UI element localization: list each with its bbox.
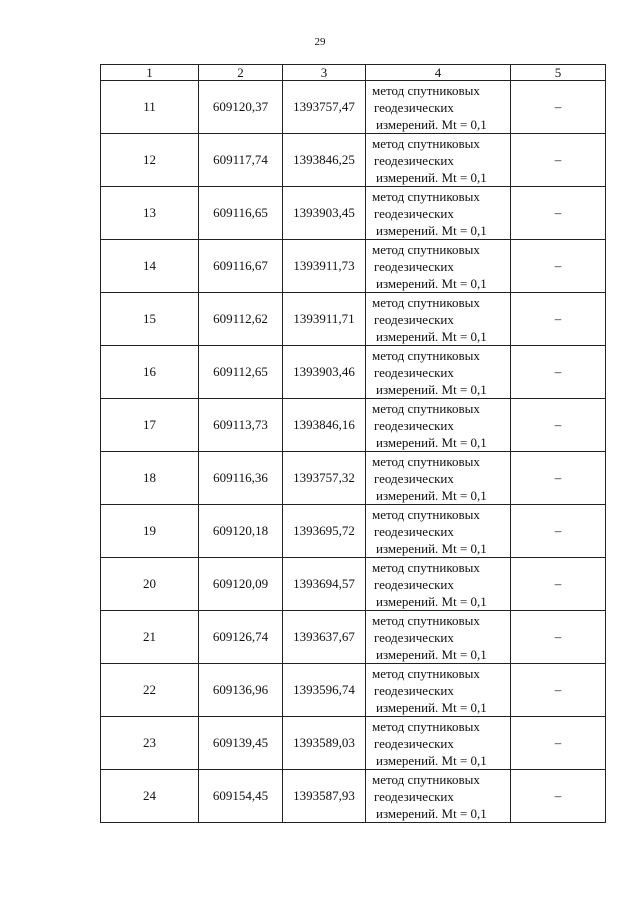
col5-cell: – [511,81,606,134]
method-line: измерений. Mt = 0,1 [376,328,487,344]
method-cell [366,81,511,134]
method-line: геодезических [374,152,454,168]
coord-y-cell: 1393846,25 [283,134,366,187]
header-col-4: 4 [366,65,511,81]
page-number: 29 [314,36,326,48]
method-line: геодезических [374,523,454,539]
method-line: измерений. Mt = 0,1 [376,381,487,397]
col5-cell: – [511,770,606,823]
table-row [101,452,606,505]
table-row [101,505,606,558]
coord-x-cell: 609136,96 [199,664,283,717]
col5-cell: – [511,664,606,717]
col5-cell: – [511,611,606,664]
col5-cell: – [511,240,606,293]
coord-y-cell: 1393757,32 [283,452,366,505]
method-line: геодезических [374,576,454,592]
table-row [101,664,606,717]
point-number-cell: 19 [101,505,199,558]
coord-y-cell: 1393903,46 [283,346,366,399]
table-row [101,346,606,399]
method-cell [366,134,511,187]
method-line: геодезических [374,311,454,327]
coord-x-cell: 609117,74 [199,134,283,187]
method-line: геодезических [374,99,454,115]
point-number-cell: 22 [101,664,199,717]
coord-x-cell: 609112,65 [199,346,283,399]
method-cell [366,505,511,558]
table-row [101,558,606,611]
method-line: геодезических [374,417,454,433]
coord-y-cell: 1393911,71 [283,293,366,346]
point-number-cell: 11 [101,81,199,134]
coord-x-cell: 609154,45 [199,770,283,823]
method-line: метод спутниковых [372,188,480,204]
method-line: измерений. Mt = 0,1 [376,275,487,291]
method-line: геодезических [374,364,454,380]
coord-y-cell: 1393637,67 [283,611,366,664]
method-line: метод спутниковых [372,612,480,628]
method-line: измерений. Mt = 0,1 [376,805,487,821]
point-number-cell: 14 [101,240,199,293]
method-line: метод спутниковых [372,559,480,575]
method-cell [366,452,511,505]
method-cell [366,558,511,611]
method-line: измерений. Mt = 0,1 [376,593,487,609]
point-number-cell: 18 [101,452,199,505]
table-row [101,240,606,293]
coord-y-cell: 1393596,74 [283,664,366,717]
table-row [101,187,606,240]
method-line: метод спутниковых [372,294,480,310]
coord-x-cell: 609116,36 [199,452,283,505]
method-line: метод спутниковых [372,82,480,98]
col5-cell: – [511,399,606,452]
method-line: геодезических [374,205,454,221]
method-line: измерений. Mt = 0,1 [376,699,487,715]
header-col-3: 3 [283,65,366,81]
point-number-cell: 15 [101,293,199,346]
table-row [101,770,606,823]
table-body [101,81,606,823]
method-cell [366,346,511,399]
table-header [101,65,606,81]
col5-cell: – [511,452,606,505]
coord-y-cell: 1393695,72 [283,505,366,558]
method-line: метод спутниковых [372,771,480,787]
coord-x-cell: 609112,62 [199,293,283,346]
coord-x-cell: 609113,73 [199,399,283,452]
method-line: измерений. Mt = 0,1 [376,540,487,556]
header-col-1: 1 [101,65,199,81]
table-row [101,717,606,770]
method-line: измерений. Mt = 0,1 [376,434,487,450]
coord-x-cell: 609116,65 [199,187,283,240]
coord-y-cell: 1393757,47 [283,81,366,134]
method-cell [366,664,511,717]
header-row [101,65,606,81]
method-line: метод спутниковых [372,506,480,522]
method-line: геодезических [374,735,454,751]
coord-y-cell: 1393587,93 [283,770,366,823]
method-line: измерений. Mt = 0,1 [376,646,487,662]
method-cell [366,187,511,240]
header-col-5: 5 [511,65,606,81]
method-line: измерений. Mt = 0,1 [376,222,487,238]
coord-x-cell: 609120,09 [199,558,283,611]
table-row [101,611,606,664]
table-row [101,81,606,134]
coord-y-cell: 1393589,03 [283,717,366,770]
method-line: метод спутниковых [372,453,480,469]
point-number-cell: 13 [101,187,199,240]
method-cell [366,240,511,293]
method-cell [366,717,511,770]
header-col-2: 2 [199,65,283,81]
table-row [101,293,606,346]
col5-cell: – [511,717,606,770]
method-line: геодезических [374,788,454,804]
method-cell [366,293,511,346]
point-number-cell: 21 [101,611,199,664]
table-row [101,134,606,187]
coord-y-cell: 1393911,73 [283,240,366,293]
method-line: геодезических [374,470,454,486]
coordinates-table [100,64,606,823]
point-number-cell: 17 [101,399,199,452]
point-number-cell: 20 [101,558,199,611]
method-line: метод спутниковых [372,718,480,734]
coord-x-cell: 609120,18 [199,505,283,558]
col5-cell: – [511,293,606,346]
table-row [101,399,606,452]
point-number-cell: 12 [101,134,199,187]
col5-cell: – [511,187,606,240]
method-line: геодезических [374,629,454,645]
method-line: метод спутниковых [372,665,480,681]
method-line: метод спутниковых [372,135,480,151]
coord-y-cell: 1393846,16 [283,399,366,452]
method-cell [366,770,511,823]
method-line: измерений. Mt = 0,1 [376,752,487,768]
method-line: измерений. Mt = 0,1 [376,487,487,503]
point-number-cell: 23 [101,717,199,770]
method-line: геодезических [374,682,454,698]
coord-x-cell: 609120,37 [199,81,283,134]
coord-y-cell: 1393903,45 [283,187,366,240]
coord-x-cell: 609126,74 [199,611,283,664]
col5-cell: – [511,558,606,611]
col5-cell: – [511,346,606,399]
point-number-cell: 24 [101,770,199,823]
method-line: метод спутниковых [372,241,480,257]
col5-cell: – [511,134,606,187]
coord-x-cell: 609116,67 [199,240,283,293]
method-line: метод спутниковых [372,400,480,416]
method-cell [366,399,511,452]
method-line: геодезических [374,258,454,274]
method-line: метод спутниковых [372,347,480,363]
coord-x-cell: 609139,45 [199,717,283,770]
col5-cell: – [511,505,606,558]
method-line: измерений. Mt = 0,1 [376,116,487,132]
method-line: измерений. Mt = 0,1 [376,169,487,185]
method-cell [366,611,511,664]
coord-y-cell: 1393694,57 [283,558,366,611]
point-number-cell: 16 [101,346,199,399]
